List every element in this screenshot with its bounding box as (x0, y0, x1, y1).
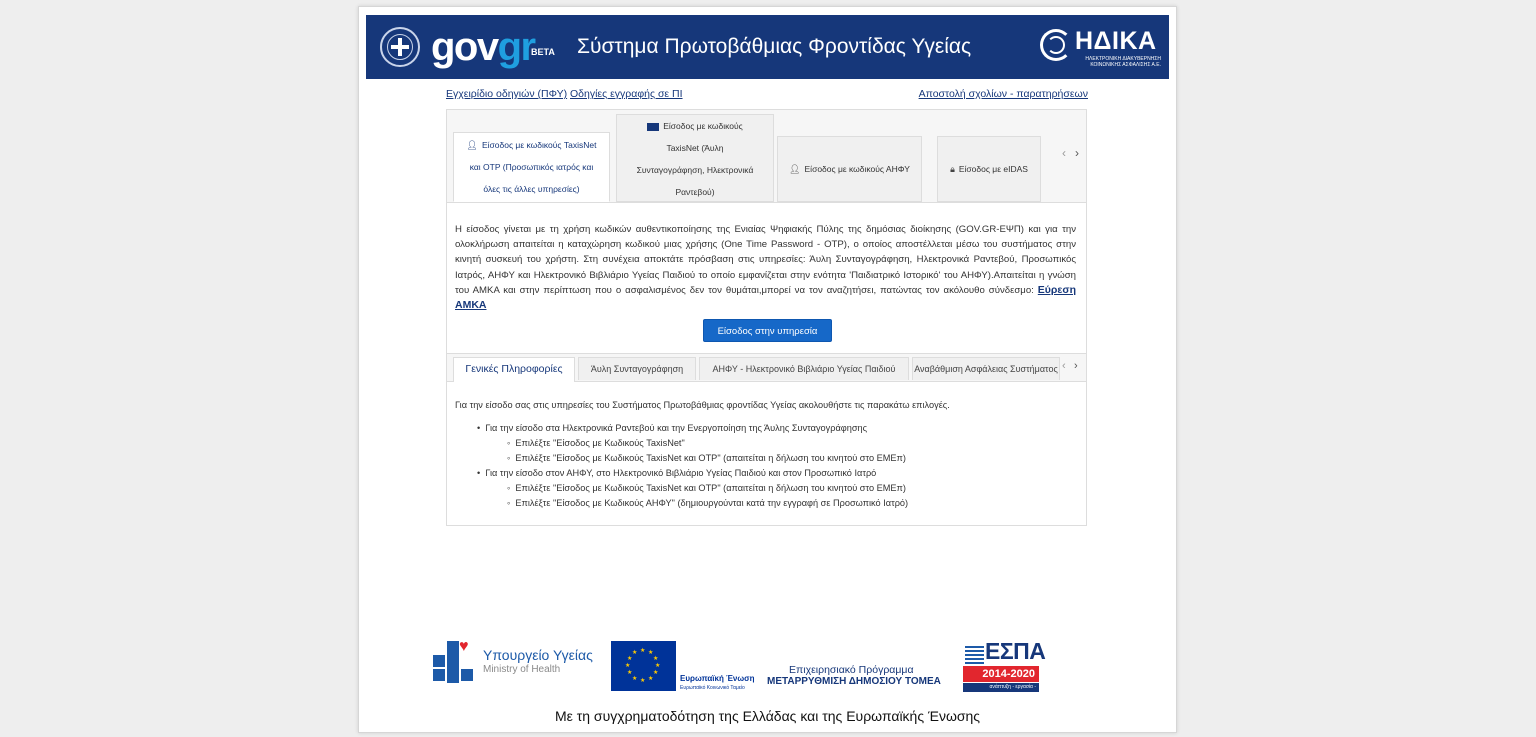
eu-name: Ευρωπαϊκή Ένωση (680, 674, 755, 683)
espa-logo: ΕΣΠΑ 2014-2020 ανάπτυξη - εργασία - αλληλεγγύη (963, 640, 1039, 694)
tabs-next-icon[interactable]: › (1075, 146, 1079, 160)
greek-emblem-icon (380, 27, 420, 67)
tab-security-upgrade[interactable]: Αναβάθμιση Ασφάλειας Συστήματος (912, 357, 1060, 380)
lock-icon: 🔒︎ (950, 164, 955, 174)
info-list-item: ◦ Επιλέξτε "Είσοδος με Κωδικούς TaxisNet και OTP" (απαιτείται η δήλωση του κινητού στο ΕΜΕπ) (507, 453, 906, 463)
tab-eidas[interactable]: 🔒︎ Είσοδος με eIDAS (937, 136, 1041, 202)
cofunding-text: Με τη συγχρηματοδότηση της Ελλάδας και της Ευρωπαϊκής Ένωσης (554, 708, 981, 724)
login-tabs (447, 110, 1086, 203)
registration-guide-link[interactable]: Οδηγίες εγγραφής σε ΠΙ (570, 88, 683, 100)
manual-link[interactable]: Εγχειρίδιο οδηγιών (ΠΦΥ) (446, 88, 568, 100)
eu-flag-icon: ★ ★ ★ ★ ★ ★ ★ ★ ★ ★ ★ ★ (611, 641, 676, 691)
info-tabs-prev-icon[interactable]: ‹ (1062, 360, 1066, 372)
info-list-item: ◦ Επιλέξτε "Είσοδος με Κωδικούς TaxisNet και OTP" (απαιτείται η δήλωση του κινητού στο ΕΜΕπ) (507, 483, 906, 493)
info-group-title: • Για την είσοδο στον ΑΗΦΥ, στο Ηλεκτρονικό Βιβλιάριο Υγείας Παιδιού και στον Προσωπικό Ιατρό (477, 468, 877, 478)
info-list-item: ◦ Επιλέξτε "Είσοδος με Κωδικούς TaxisNet" (507, 438, 685, 448)
login-description (455, 222, 1076, 313)
user-icon: 👤︎ (789, 164, 801, 174)
taxisnet-icon (647, 123, 659, 131)
info-group-title: • Για την είσοδο στα Ηλεκτρονικά Ραντεβού και την Ενεργοποίηση της Άυλης Συνταγογράφησης (477, 423, 868, 433)
info-tabs-next-icon[interactable]: › (1074, 360, 1078, 372)
ministry-of-health-icon: ♥ (433, 641, 473, 683)
find-amka-link[interactable]: Εύρεση ΑΜΚΑ (455, 283, 1076, 312)
page-title: Σύστημα Πρωτοβάθμιας Φροντίδας Υγείας (577, 35, 972, 58)
govgr-logo[interactable]: govgr (431, 25, 535, 69)
idika-logo: ΗΔΙΚΑ ΗΛΕΚΤΡΟΝΙΚΗ ΔΙΑΚΥΒΕΡΝΗΣΗ ΚΟΙΝΩΝΙΚΗΣ ΑΣΦΑΛΙΣΗΣ Α.Ε. (1038, 25, 1162, 71)
tab-taxisnet[interactable]: Είσοδος με κωδικούς TaxisNet (Άυλη Συνταγογράφηση, Ηλεκτρονικά Ραντεβού) (616, 114, 774, 202)
info-list-item: ◦ Επιλέξτε "Είσοδος με Κωδικούς ΑΗΦΥ" (δημιουργούνται κατά την εγγραφή σε Προσωπικό Ιατρό) (507, 498, 909, 508)
login-button[interactable]: Είσοδος στην υπηρεσία (703, 319, 832, 342)
login-panel (446, 109, 1087, 526)
tab-taxisnet-otp[interactable]: 👤︎ Είσοδος με κωδικούς TaxisNet και OTP (Προσωπικός ιατρός και όλες τις άλλες υπηρεσίες) (453, 132, 610, 202)
ministry-name-en: Ministry of Health (483, 664, 561, 675)
programme-label: Επιχειρησιακό Πρόγραμμα (789, 664, 914, 676)
eu-fund-name: Ευρωπαϊκό Κοινωνικό Ταμείο (680, 685, 745, 691)
tab-ahfy[interactable]: 👤︎ Είσοδος με κωδικούς ΑΗΦΥ (777, 136, 922, 202)
user-icon: 👤︎ (466, 140, 478, 150)
beta-badge: BETA (531, 47, 555, 57)
greek-flag-icon (965, 646, 984, 664)
site-header (366, 15, 1169, 79)
info-intro: Για την είσοδο σας στις υπηρεσίες του Συστήματος Πρωτοβάθμιας φροντίδας Υγείας ακολουθήστε τις παρακάτω επιλογές. (455, 400, 950, 410)
tabs-prev-icon[interactable]: ‹ (1062, 146, 1066, 160)
description-text: Η είσοδος γίνεται με τη χρήση κωδικών αυθεντικοποίησης της Ενιαίας Ψηφιακής Πύλης της δημόσιας διοίκησης (GOV.GR-ΕΨΠ) και για την ολοκλήρωση απαιτείται η καταχώρηση κωδικού μιας χρήσης (One Time Password - OTP), ο οποίος αποστέλλεται μέσω του συστήματος στην κινητή συσκευή του χρήστη. Στη συνέχεια αποκτάτε πρόσβαση στις υπηρεσίες: Άυλη Συνταγογράφηση, Ηλεκτρονικά Ραντεβού, Προσωπικός Ιατρός, ΑΗΦΥ και Ηλεκτρονικό Βιβλιάριο Υγείας Παιδιού το οποίο εμφανίζεται στην ενότητα 'Παιδιατρικό Ιστορικό' του ΑΗΦΥ).Απαιτείται η γνώση του ΑΜΚΑ και στην περίπτωση που ο ασφαλισμένος δεν τον θυμάται,μπορεί να τον αναζητήσει, πατώντας τον ακόλουθο σύνδεσμο: (455, 224, 1076, 296)
tab-ahfy-child-health[interactable]: ΑΗΦΥ - Ηλεκτρονικό Βιβλιάριο Υγείας Παιδιού (699, 357, 909, 380)
feedback-link[interactable]: Αποστολή σχολίων - παρατηρήσεων (918, 88, 1088, 100)
tab-general-info[interactable]: Γενικές Πληροφορίες (453, 357, 575, 382)
tab-e-prescription[interactable]: Άυλη Συνταγογράφηση (578, 357, 696, 380)
page-container (358, 6, 1177, 733)
ministry-name-el: Υπουργείο Υγείας (483, 647, 593, 663)
programme-name: ΜΕΤΑΡΡΥΘΜΙΣΗ ΔΗΜΟΣΙΟΥ ΤΟΜΕΑ (767, 676, 941, 687)
info-tabs (447, 353, 1086, 382)
